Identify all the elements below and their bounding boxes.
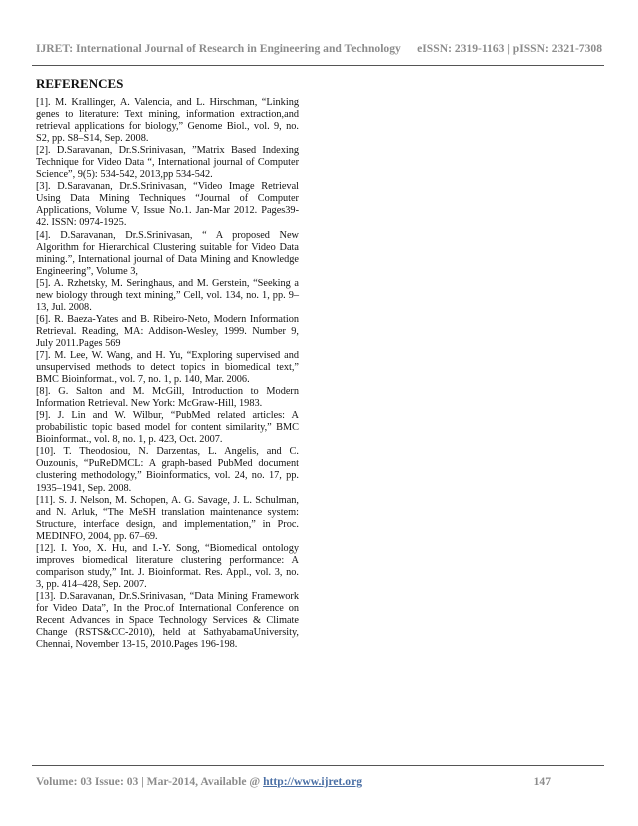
reference-item: [3]. D.Saravanan, Dr.S.Srinivasan, “Video Image Retrieval Using Data Mining Techniques “Journal of Computer Applications, Volume V, Issue No.1. Jan-Mar 2012. Pages39-42. ISSN: 0974-1925. [36,181,299,229]
reference-item: [9]. J. Lin and W. Wilbur, “PubMed related articles: A probabilistic topic based model for content similarity,” BMC Bioinformat., vol. 8, no. 1, p. 423, Oct. 2007. [36,410,299,446]
references-heading: REFERENCES [36,76,124,91]
footer-divider [32,765,604,766]
journal-title: IJRET: International Journal of Research in Engineering and Technology [36,42,401,55]
volume-info: Volume: 03 Issue: 03 | Mar-2014, Available @ [36,775,261,788]
reference-item: [5]. A. Rzhetsky, M. Seringhaus, and M. Gerstein, “Seeking a new biology through text mining,” Cell, vol. 134, no. 1, pp. 9–13, Jul. 2008. [36,277,299,313]
reference-item: [10]. T. Theodosiou, N. Darzentas, L. Angelis, and C. Ouzounis, “PuReDMCL: A graph-based PubMed document clustering methodology,” Bioinformatics, vol. 24, no. 17, pp. 1935–1941, Sep. 2008. [36,446,299,494]
header-divider [32,65,604,66]
reference-item: [12]. I. Yoo, X. Hu, and I.-Y. Song, “Biomedical ontology improves biomedical literature clustering performance: A comparison study,” Int. J. Bioinformat. Res. Appl., vol. 3, no. 3, pp. 414–428, Sep. 2007. [36,542,299,590]
issn-info: eISSN: 2319-1163 | pISSN: 2321-7308 [417,42,602,55]
reference-item: [6]. R. Baeza-Yates and B. Ribeiro-Neto, Modern Information Retrieval. Reading, MA: Addison-Wesley, 1999. Number 9, July 2011.Pages 569 [36,313,299,349]
page-footer [36,775,551,788]
page-header [36,42,602,55]
reference-item: [2]. D.Saravanan, Dr.S.Srinivasan, ”Matrix Based Indexing Technique for Video Data “, International journal of Computer Science”, 9(5): 534-542, 2013,pp 534-542. [36,145,299,181]
page-number: 147 [533,775,551,788]
reference-item: [13]. D.Saravanan, Dr.S.Srinivasan, “Data Mining Framework for Video Data”, In the Proc.of International Conference on Recent Advances in Space Technology Services & Climate Change (RSTS&CC-2010), held at SathyabamaUniversity, Chennai, November 13-15, 2010.Pages 196-198. [36,590,299,651]
reference-item: [4]. D.Saravanan, Dr.S.Srinivasan, “ A proposed New Algorithm for Hierarchical Clustering suitable for Video Data mining.”, International journal of Data Mining and Knowledge Engineering”, Volume 3, [36,229,299,277]
reference-item: [8]. G. Salton and M. McGill, Introduction to Modern Information Retrieval. New York: McGraw-Hill, 1983. [36,386,299,410]
footer-left [36,775,362,788]
journal-link[interactable]: http://www.ijret.org [263,775,363,788]
reference-item: [7]. M. Lee, W. Wang, and H. Yu, “Exploring supervised and unsupervised methods to detect topics in biomedical text,” BMC Bioinformat., vol. 7, no. 1, p. 140, Mar. 2006. [36,349,299,386]
references-list [36,97,299,651]
reference-item: [1]. M. Krallinger, A. Valencia, and L. Hirschman, “Linking genes to literature: Text mining, information extraction,and retrieval applications for biology,” Genome Biol., vol. 9, no. S2, pp. S8–S14, Sep. 2008. [36,97,299,145]
reference-item: [11]. S. J. Nelson, M. Schopen, A. G. Savage, J. L. Schulman, and N. Arluk, “The MeSH translation maintenance system: Structure, interface design, and implementation,” in Proc. MEDINFO, 2004, pp. 67–69. [36,494,299,542]
